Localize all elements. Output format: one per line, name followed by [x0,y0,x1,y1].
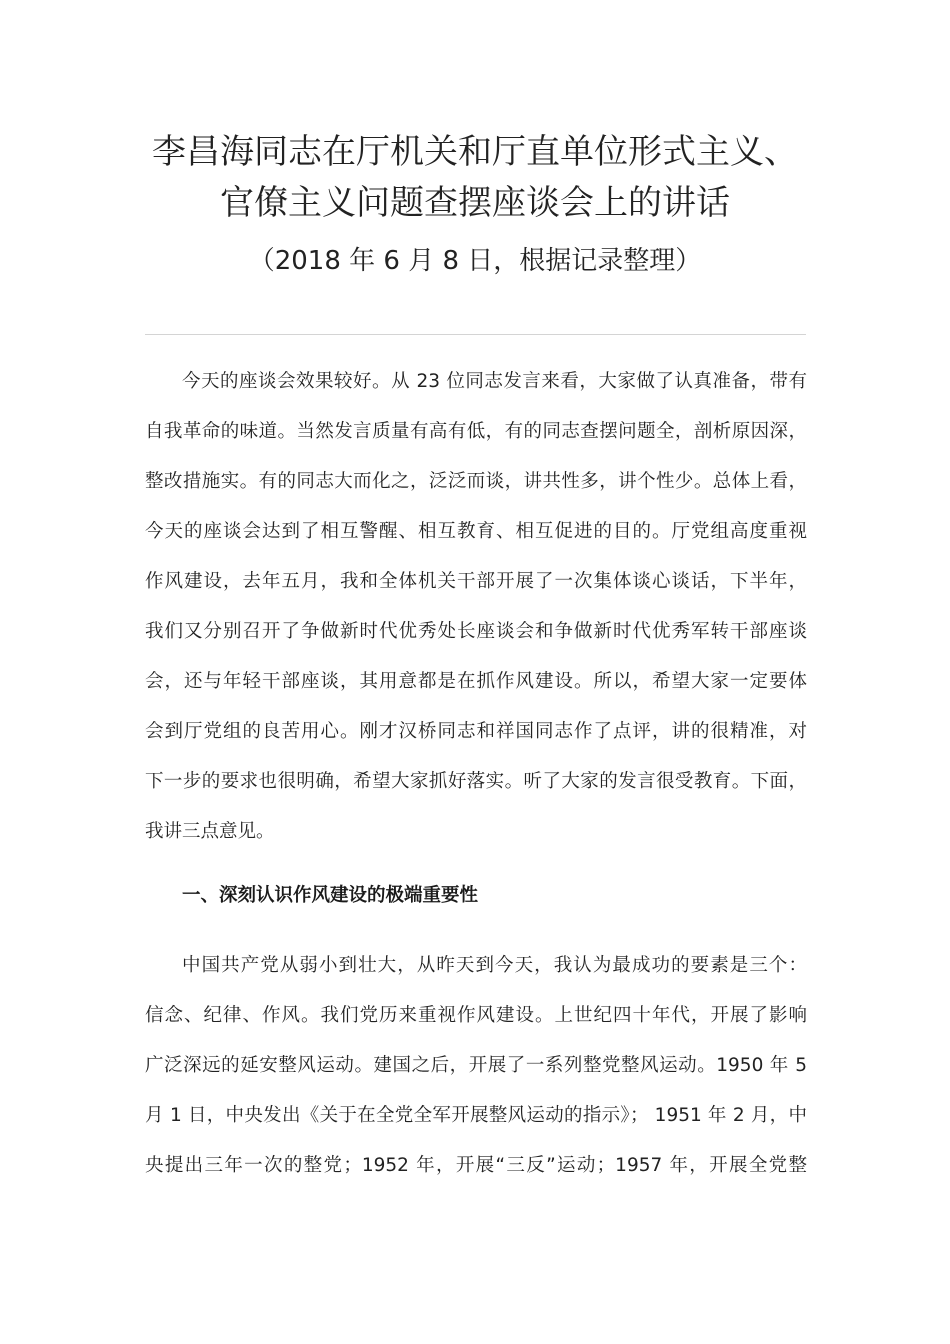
title-divider [145,334,806,335]
paragraph-2-line-3: 广泛深远的延安整风运动。建国之后，开展了一系列整党整风运动。1950 年 5 [145,1055,807,1076]
paragraph-2-line-4: 月 1 日，中央发出《关于在全党全军开展整风运动的指示》； 1951 年 2 月，中 [145,1105,807,1126]
section-1-heading: 一、深刻认识作风建设的极端重要性 [182,885,479,906]
paragraph-1-line-2: 自我革命的味道。当然发言质量有高有低，有的同志查摆问题全，剖析原因深， [145,421,807,442]
document-subtitle: （2018 年 6 月 8 日，根据记录整理） [248,246,702,276]
paragraph-1-line-1: 今天的座谈会效果较好。从 23 位同志发言来看，大家做了认真准备，带有 [182,371,807,392]
paragraph-2-line-5: 央提出三年一次的整党；1952 年，开展“三反”运动；1957 年，开展全党整 [145,1155,807,1176]
paragraph-1-line-10: 我讲三点意见。 [145,821,275,842]
paragraph-1-line-5: 作风建设，去年五月，我和全体机关干部开展了一次集体谈心谈话，下半年， [145,571,807,592]
paragraph-1-line-3: 整改措施实。有的同志大而化之，泛泛而谈，讲共性多，讲个性少。总体上看， [145,471,807,492]
document-title-line-1: 李昌海同志在厅机关和厅直单位形式主义、 [152,132,798,172]
document-title-line-2: 官僚主义问题查摆座谈会上的讲话 [220,183,730,223]
paragraph-1-line-4: 今天的座谈会达到了相互警醒、相互教育、相互促进的目的。厅党组高度重视 [145,521,807,542]
paragraph-2-line-1: 中国共产党从弱小到壮大，从昨天到今天，我认为最成功的要素是三个： [182,955,807,976]
paragraph-1-line-8: 会到厅党组的良苦用心。刚才汉桥同志和祥国同志作了点评，讲的很精准，对 [145,721,807,742]
paragraph-1-line-9: 下一步的要求也很明确，希望大家抓好落实。听了大家的发言很受教育。下面， [145,771,807,792]
paragraph-2-line-2: 信念、纪律、作风。我们党历来重视作风建设。上世纪四十年代，开展了影响 [145,1005,807,1026]
paragraph-1-line-7: 会，还与年轻干部座谈，其用意都是在抓作风建设。所以，希望大家一定要体 [145,671,807,692]
paragraph-1-line-6: 我们又分别召开了争做新时代优秀处长座谈会和争做新时代优秀军转干部座谈 [145,621,807,642]
